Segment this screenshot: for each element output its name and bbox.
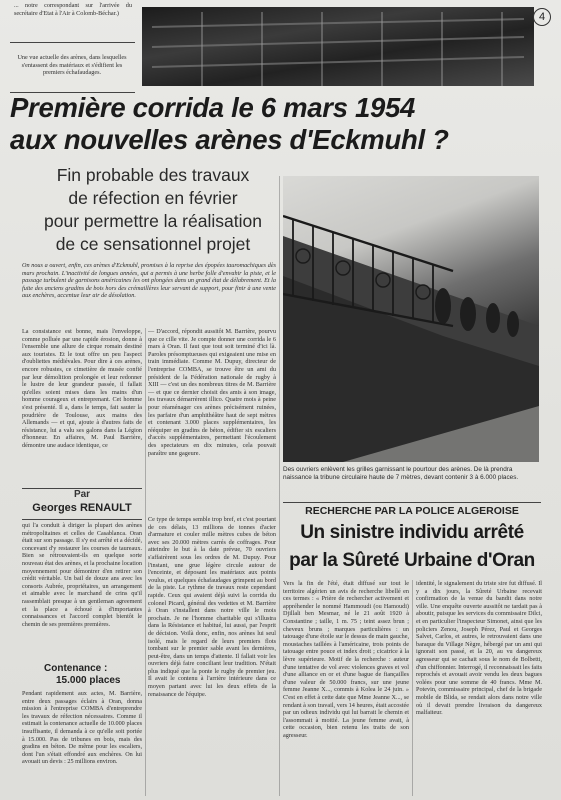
column-1-text: La consistance est bonne, mais l'enveloppe, comme polluée par une rapide érosion, donne à l'ensemble une allure de cirque romain destiné aux touristes. Et le tout offre un peu l'aspect d'oubliettes médiévales. Pour dire à ces arènes, encore robustes, ce cimetière de musée confié par leur démolition prolongée et leur redonner le lustre de leur grandeur passée, il fallait qu'elles soient mises dans les mains d'un homme courageux et entreprenant. Cet homme s'est présenté. Il a, dans le temps, fait sauter la poudrière de Toulouse, aux mains des Allemands — et qui, ajoute à d'autres faits de résistance, lui a valu ses galons dans la Légion d'honneur. En affaires, M. Paul Barrière, démontre une audace identique, ce xyxy=(22,328,142,449)
subhead-line-1: Fin probable des travaux xyxy=(56,165,250,185)
police-column-2: identité, le signalement du triste sire fut diffusé. Il y a dix jours, la Sûreté Urbaine recevait confirmation de la venue du bandit dans notre ville. Une enquête ouverte aussitôt ne tardait pas à aboutir, puisque les services du commissaire Dilci, et en particulier l'inspecteur Simonet, ainsi que les policiers Zenou, Joseph Pérez, Paul et Georges Salvet, Carlos, et autres, le retrouvaient dans une baraque du Village Nègre, hébergé par un ami qui ignorait son passé, et la 20, au vu dangereux agresseur qui se cachait sous le nom de Bolbetti, d'un chiffonnier. Interrogé, il reconnaissait les faits reprochés et avouait avoir vendu les deux bagues volées pour une somme de 40 francs. Mme M. Potevin, commissaire principal, chef de la brigade mobile de Blida, se rendait alors dans notre ville où il devait prendre livraison du dangereux malfaiteur. xyxy=(416,580,542,717)
contenance-value: 15.000 places xyxy=(56,675,121,686)
column-rule xyxy=(279,176,280,796)
byline-par: Par xyxy=(73,489,91,500)
byline-name: Georges RENAULT xyxy=(32,502,132,514)
lead-paragraph: On nous a ouvert, enfin, ces arènes d'Eckmuhl, promises à la reprise des épopées tauromachiques dès mars prochain. L'inactivité de longues années, qui a permis à une herbe folle d'envahir la piste, et le passage turbulent de garnisons américaines les ont plongées dans un grand état de délabrement. Et la fuite des anciens gradins de bois hors des crémaillères leur servant de support, pour finir à une vente aux enchères, accentue leur air de désolation. xyxy=(22,262,276,300)
headline-line-2: aux nouvelles arènes d'Eckmuhl ? xyxy=(10,124,449,155)
workers-photo-caption: Des ouvriers enlèvent les grilles garnissant le pourtour des arènes. De là prendra naissance la tribune circulaire haute de 7 mètres, devant contenir 3 à 6.000 places. xyxy=(283,466,519,481)
workers-photo xyxy=(283,176,539,462)
byline-box xyxy=(22,488,142,520)
column-rule xyxy=(145,328,146,796)
railing-graphic xyxy=(283,176,539,462)
column-rule xyxy=(412,580,413,796)
column-1-lower-text: qui l'a conduit à diriger la plupart des arènes métropolitaines et celles de Casablanca. Oran était sur son passage. Il s'y est arrêté et a décidé, concevant d'y restaurer les courses de taureaux. Bien se rétrouvaient-ils en quelque sorte nouveau état des arènes, et la prochaine location moyennement pour démontrer d'en retirer son crédit véritable. Un bail de douze ans avec les consorts Aubrée, propriétaires, un arrangement et aimable avec le marchand de crins qu'il rassemblait presque à un gentleman agreement et la place a échoué à d'importantes connaissances et l'accord complet bientôt le chemin de ses premières premières. xyxy=(22,522,142,628)
column-1-tail-text: Pendant rapidement aux actes, M. Barrière, entre deux passages éclairs à Oran, donna mission à l'entreprise COMBA d'entreprendre les travaux de réfection nécessaires. Comme il estimait la contenance actuelle de 10.000 places insuffisante, il demanda à ce qu'elle soit portée à 15.000. Pas de tribunes en bois, mais des gradins en béton. De même pour les escaliers, dont l'un s'était effondré aux enchères. On lui avouait un devis : 25 millions environ. xyxy=(22,690,142,766)
subhead-line-3: pour permettre la réalisation xyxy=(44,211,262,231)
column-2-lower-text: Ce type de temps semble trop bref, et c'est pourtant de ces délais, 13 millions de tonnes d'acier d'armature et couler mille mètres cubes de béton avec ses 20.000 mètres carrés de coffrages. Pour atteindre le but à la date prévue, 70 ouvriers s'affairèrent sous les ordres de M. Dupuy. Pour l'instant, une grue légère circule autour de l'enceinte, et déposant les matériaux aux points voulus, et quelques échafaudages grimpent au bord de la piste. Le rythme de travaux reste cependant rapide. Ceux qui avaient déjà suivi la corrida du colonel Picard, général des vedettes et M. Barrière à Oran s'installent dans notre ville le mois prochain. Je ne l'homme charitable qui s'illustra dans la Résistance et habitué, lui aussi, par l'esprit de décision. Voilà donc, enfin, nos arènes lui seul isolé, mais le regard de leurs premiers flots tombant sur le premier sable avant les dernières, peut-être, dans un temps d'attente. Il fallait voir les ouvriers déjà faire conciliant leur tradition. N'était plus indiqué que la ponte le rugby de premier jeu. Il avait le contenu à l'arrière intérieure dans ce moyen partant avec lui les deux effets de la renaissance de l'équipe. xyxy=(148,516,276,698)
police-headline-line-1: Un sinistre individu arrêté xyxy=(300,522,524,543)
top-photo-caption: Une vue actuelle des arènes, dans lesquelles s'entassent des matériaux et s'édifient les premiers échafaudages. xyxy=(17,54,127,77)
divider xyxy=(283,502,541,503)
top-arena-photo xyxy=(142,7,534,86)
headline-line-1: Première corrida le 6 mars 1954 xyxy=(10,92,415,123)
contenance-label: Contenance : xyxy=(44,663,108,674)
divider xyxy=(10,42,135,43)
police-headline-line-2: par la Sûreté Urbaine d'Oran xyxy=(289,550,535,571)
subhead-line-4: de ce sensationnel projet xyxy=(55,234,251,254)
police-kicker: RECHERCHE PAR LA POLICE ALGEROISE xyxy=(305,505,519,517)
arena-seats-graphic xyxy=(142,7,534,86)
police-column-1: Vers la fin de l'été, était diffusé sur tout le territoire algérien un avis de recherche libellé en ces termes : « Prière de rechercher activement et appréhender le nommé Hammoudi (ou Hamoudi) Djillali ben Mesmar, né le 21 août 1920 à Constantine ; taille, 1 m. 75 ; teint assez brun ; cheveux bruns ; marques particulières : un tatouage d'une étoile sur le dessus de main gauche, moustaches taillées à l'américaine, trois points de tatouage entre pouce et index droit ; cicatrice à la lèvre supérieure. Motif de la recherche : auteur d'une tentative de vol avec violences graves et vol d'une alliance en or et d'une bague de fiançailles d'une valeur de 50.000 francs, sur une jeune femme Jeanne X..., commis à Kolea le 24 juin. » C'est en effet à cette date que Mme Jeanne X..., se rendant à son travail, vers 14 heures, était accostée par un odieux individu qui lui barrait le chemin et l'assommait à moitié. La jeune femme avait, à cette occasion, bien retenu les traits de son agresseur. xyxy=(283,580,409,739)
page-number: 4 xyxy=(533,8,551,26)
column-2-text: — D'accord, répondit aussitôt M. Barrière, pourvu que ce cille vite. Je compte donner une corrida le 6 mars à Oran. Il faut que tout soit terminé d'ici là. Paroles présomptueuses qui exigeaient une mise en train immédiate. Comme M. Dupuy, directeur de l'entreprise COMBA, se trouve être un ami du président de la Fédération nationale de rugby à XIII — c'est un des nombreux titres de M. Barrière — et que ce dernier choisit des amis à son image, les travaux démarrèrent illico. Quatre mois à peine pour réaménager ces arènes précisément ruinées, les parfaire d'un amphithéâtre haut de sept mètres et contenant 3.000 places supplémentaires, les rééquiper en gradins de béton, édifier six escaliers d'accès supplémentaires, permettant l'écoulement des spectateurs en dix minutes, cela pouvait paraître une gageure. xyxy=(148,328,276,457)
top-left-snippet: ... notre correspondant sur l'arrivée du secrétaire d'Etat à l'Air à Colomb-Béchar.) xyxy=(14,2,132,17)
subhead-line-2: de réfection en février xyxy=(68,188,238,208)
